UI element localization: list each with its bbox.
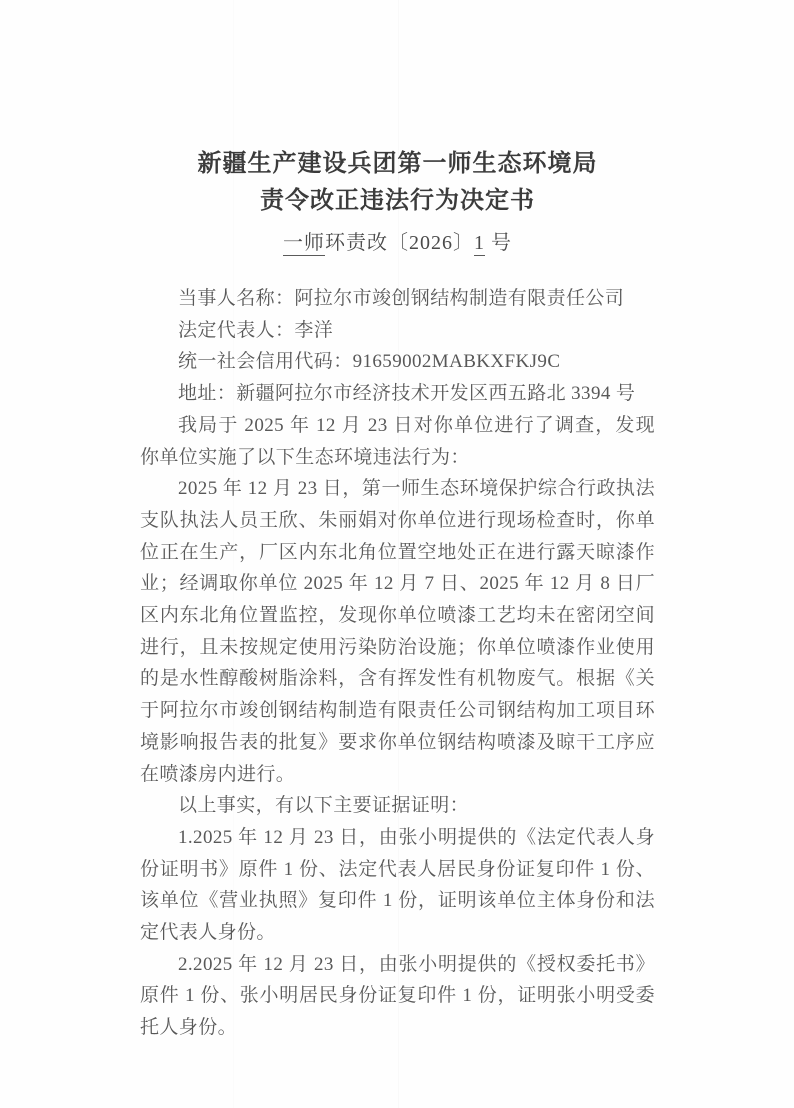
title-line-1: 新疆生产建设兵团第一师生态环境局 <box>197 151 598 177</box>
doc-number-middle: 环责改〔2026〕 <box>325 232 474 254</box>
doc-number-suffix: 号 <box>485 232 512 254</box>
evidence-item-1: 1.2025 年 12 月 23 日，由张小明提供的《法定代表人身份证明书》原件 1 份、法定代表人居民身份证复印件 1 份、该单位《营业执照》复印件 1 份，证明该单位主体身份和法定代表人身份。 <box>140 826 655 944</box>
document-title <box>140 146 655 220</box>
evidence-item-2: 2.2025 年 12 月 23 日，由张小明提供的《授权委托书》原件 1 份、张小明居民身份证复印件 1 份，证明张小明受委托人身份。 <box>140 953 655 1039</box>
party-name-line: 当事人名称：阿拉尔市竣创钢结构制造有限责任公司 <box>178 288 625 309</box>
title-line-2: 责令改正违法行为决定书 <box>260 188 535 214</box>
document-number <box>140 230 655 256</box>
doc-number-serial: 1 <box>474 232 485 254</box>
legal-representative-line: 法定代表人：李洋 <box>178 319 334 341</box>
credit-code-line: 统一社会信用代码：91659002MABKXFKJ9C <box>178 351 561 373</box>
investigation-intro-paragraph: 我局于 2025 年 12 月 23 日对你单位进行了调查，发现你单位实施了以下生态环境违法行为： <box>140 414 655 468</box>
violation-facts-paragraph: 2025 年 12 月 23 日，第一师生态环境保护综合行政执法支队执法人员王欣、朱丽娟对你单位进行现场检查时，你单位正在生产，厂区内东北角位置空地处正在进行露天晾漆作业；经调取你单位 2025 年 12 月 7 日、2025 年 12 月 8 日厂区内东北角位置监控，发现你单位喷漆工艺均未在密闭空间进行，且未按规定使用污染防治设施；你单位喷漆作业使用的是水性醇酸树脂涂料，含有挥发性有机物废气。根据《关于阿拉尔市竣创钢结构制造有限责任公司钢结构加工项目环境影响报告表的批复》要求你单位钢结构喷漆及晾干工序应在喷漆房内进行。 <box>140 478 655 785</box>
evidence-intro-line: 以上事实，有以下主要证据证明： <box>178 795 470 817</box>
doc-number-org: 一师 <box>283 232 325 254</box>
address-line: 地址：新疆阿拉尔市经济技术开发区西五路北 3394 号 <box>178 383 636 405</box>
document-body <box>140 283 655 1044</box>
document-sheet <box>140 146 655 1044</box>
